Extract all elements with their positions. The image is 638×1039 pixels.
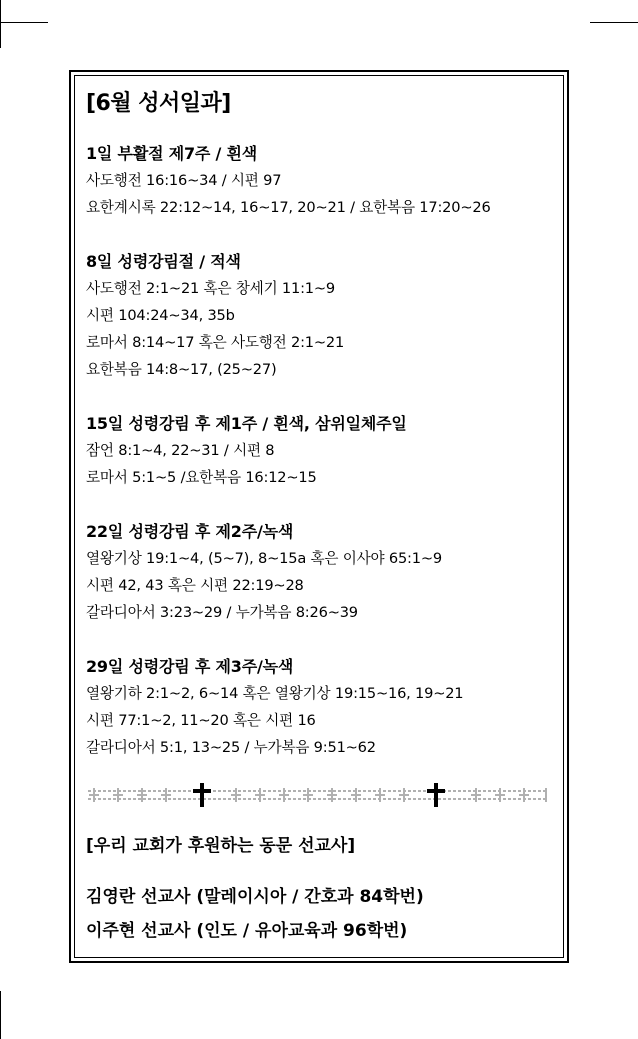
reading-line: 요한계시록 22:12~14, 16~17, 20~21 / 요한복음 17:20~26: [86, 199, 491, 216]
section-heading: 1일 부활절 제7주 / 흰색: [86, 144, 258, 163]
section-heading: 29일 성령강림 후 제3주/녹색: [86, 657, 294, 676]
reading-line: 로마서 8:14~17 혹은 사도행전 2:1~21: [86, 334, 345, 351]
section-heading: 15일 성령강림 후 제1주 / 흰색, 삼위일체주일: [86, 414, 407, 433]
reading-line: 사도행전 16:16~34 / 시편 97: [86, 172, 282, 189]
lectionary-section-15: [86, 410, 556, 491]
crop-mark-bottom-left: [0, 991, 1, 1039]
crop-mark-top-left: [0, 22, 48, 23]
reading-line: 시편 42, 43 혹은 시편 22:19~28: [86, 577, 304, 594]
lectionary-section-29: [86, 653, 556, 761]
cross-divider-graphic: [86, 782, 556, 808]
section-heading: 22일 성령강림 후 제2주/녹색: [86, 522, 294, 541]
reading-line: 갈라디아서 5:1, 13~25 / 누가복음 9:51~62: [86, 739, 376, 756]
crop-mark-top-left-vertical: [0, 0, 1, 48]
cross-divider: [86, 782, 556, 808]
lectionary-content: [86, 88, 556, 948]
page-title: [6월 성서일과]: [86, 91, 231, 116]
reading-line: 잠언 8:1~4, 22~31 / 시편 8: [86, 442, 275, 459]
reading-line: 사도행전 2:1~21 혹은 창세기 11:1~9: [86, 280, 336, 297]
reading-line: 열왕기상 19:1~4, (5~7), 8~15a 혹은 이사야 65:1~9: [86, 550, 442, 567]
reading-line: 시편 77:1~2, 11~20 혹은 시편 16: [86, 712, 316, 729]
section-heading: 8일 성령강림절 / 적색: [86, 252, 241, 271]
cross-icon: [427, 783, 445, 807]
missionary-entry: 이주현 선교사 (인도 / 유아교육과 96학번): [86, 921, 408, 941]
lectionary-section-22: [86, 518, 556, 626]
reading-line: 열왕기하 2:1~2, 6~14 혹은 열왕기상 19:15~16, 19~21: [86, 685, 464, 702]
reading-line: 갈라디아서 3:23~29 / 누가복음 8:26~39: [86, 604, 358, 621]
reading-line: 시편 104:24~34, 35b: [86, 307, 235, 324]
missionary-entry: 김영란 선교사 (말레이시아 / 간호과 84학번): [86, 887, 424, 907]
reading-line: 요한복음 14:8~17, (25~27): [86, 361, 277, 378]
crop-mark-top-right: [590, 22, 638, 23]
lectionary-section-8: [86, 248, 556, 383]
lectionary-section-1: [86, 140, 556, 221]
missionaries-title: [우리 교회가 후원하는 동문 선교사]: [86, 836, 356, 856]
cross-icon: [193, 783, 211, 807]
reading-line: 로마서 5:1~5 /요한복음 16:12~15: [86, 469, 317, 486]
